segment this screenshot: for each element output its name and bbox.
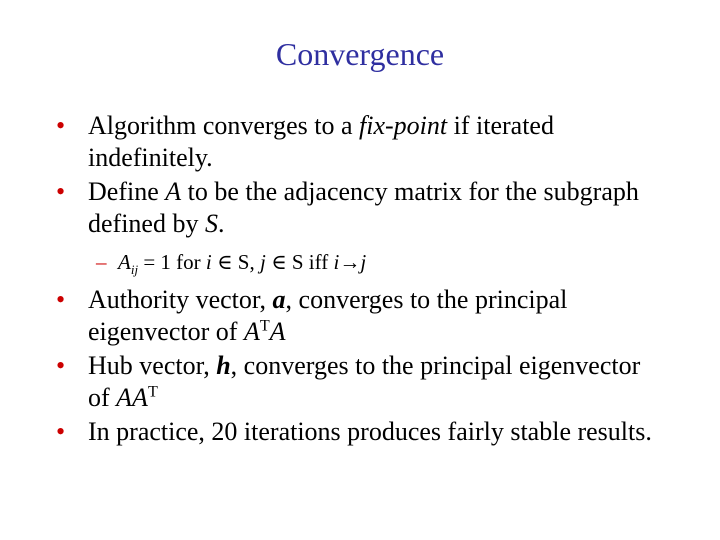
math-vector: a	[272, 285, 286, 314]
math-var: j	[259, 250, 266, 274]
bullet-text: In practice, 20 iterations produces fairly stable results.	[88, 417, 652, 446]
bullet-text: Authority vector,	[88, 285, 273, 314]
sub-bullet-text: ∈ S,	[211, 250, 260, 274]
bullet-text: .	[217, 209, 225, 238]
bullet-text: if iterated indefinitely.	[88, 111, 554, 172]
dash-icon: –	[96, 250, 107, 274]
math-vector: h	[216, 351, 231, 380]
bullet-text: , converges to the principal eigenvector of	[88, 285, 568, 346]
math-var: A	[118, 250, 131, 274]
bullet-item	[56, 416, 656, 448]
bullet-text: to be the adjacency matrix for the subgraph defined by	[88, 177, 639, 238]
math-var: AA	[116, 383, 148, 412]
bullet-item	[56, 110, 656, 174]
bullet-text: Algorithm converges to a	[88, 111, 360, 140]
bullet-icon: •	[56, 177, 66, 206]
sub-bullet-text: ∈ S iff	[265, 250, 334, 274]
math-var: A	[269, 317, 286, 346]
bullet-list	[56, 110, 656, 450]
math-var: i	[205, 250, 212, 274]
math-subscript: ij	[130, 262, 139, 278]
math-var: S	[204, 209, 218, 238]
bullet-text: Define	[88, 177, 166, 206]
bullet-text-emphasis: fix-point	[359, 111, 448, 140]
math-var: i	[333, 250, 340, 274]
bullet-item	[56, 284, 656, 348]
bullet-icon: •	[56, 351, 66, 380]
bullet-icon: •	[56, 285, 66, 314]
math-superscript: T	[259, 317, 270, 335]
sub-bullet-text: = 1 for	[138, 250, 206, 274]
bullet-icon: •	[56, 417, 66, 446]
bullet-item	[56, 176, 656, 240]
bullet-icon: •	[56, 111, 66, 140]
bullet-item	[56, 350, 656, 414]
slide-title: Convergence	[275, 36, 445, 72]
math-superscript: T	[147, 383, 158, 401]
sub-bullet-item	[56, 248, 656, 276]
math-var: A	[243, 317, 260, 346]
bullet-text: Hub vector,	[88, 351, 217, 380]
bullet-text: , converges to the principal eigenvector of	[88, 351, 641, 412]
math-var: A	[165, 177, 182, 206]
arrow-symbol: →	[339, 250, 361, 274]
math-var: j	[360, 250, 367, 274]
